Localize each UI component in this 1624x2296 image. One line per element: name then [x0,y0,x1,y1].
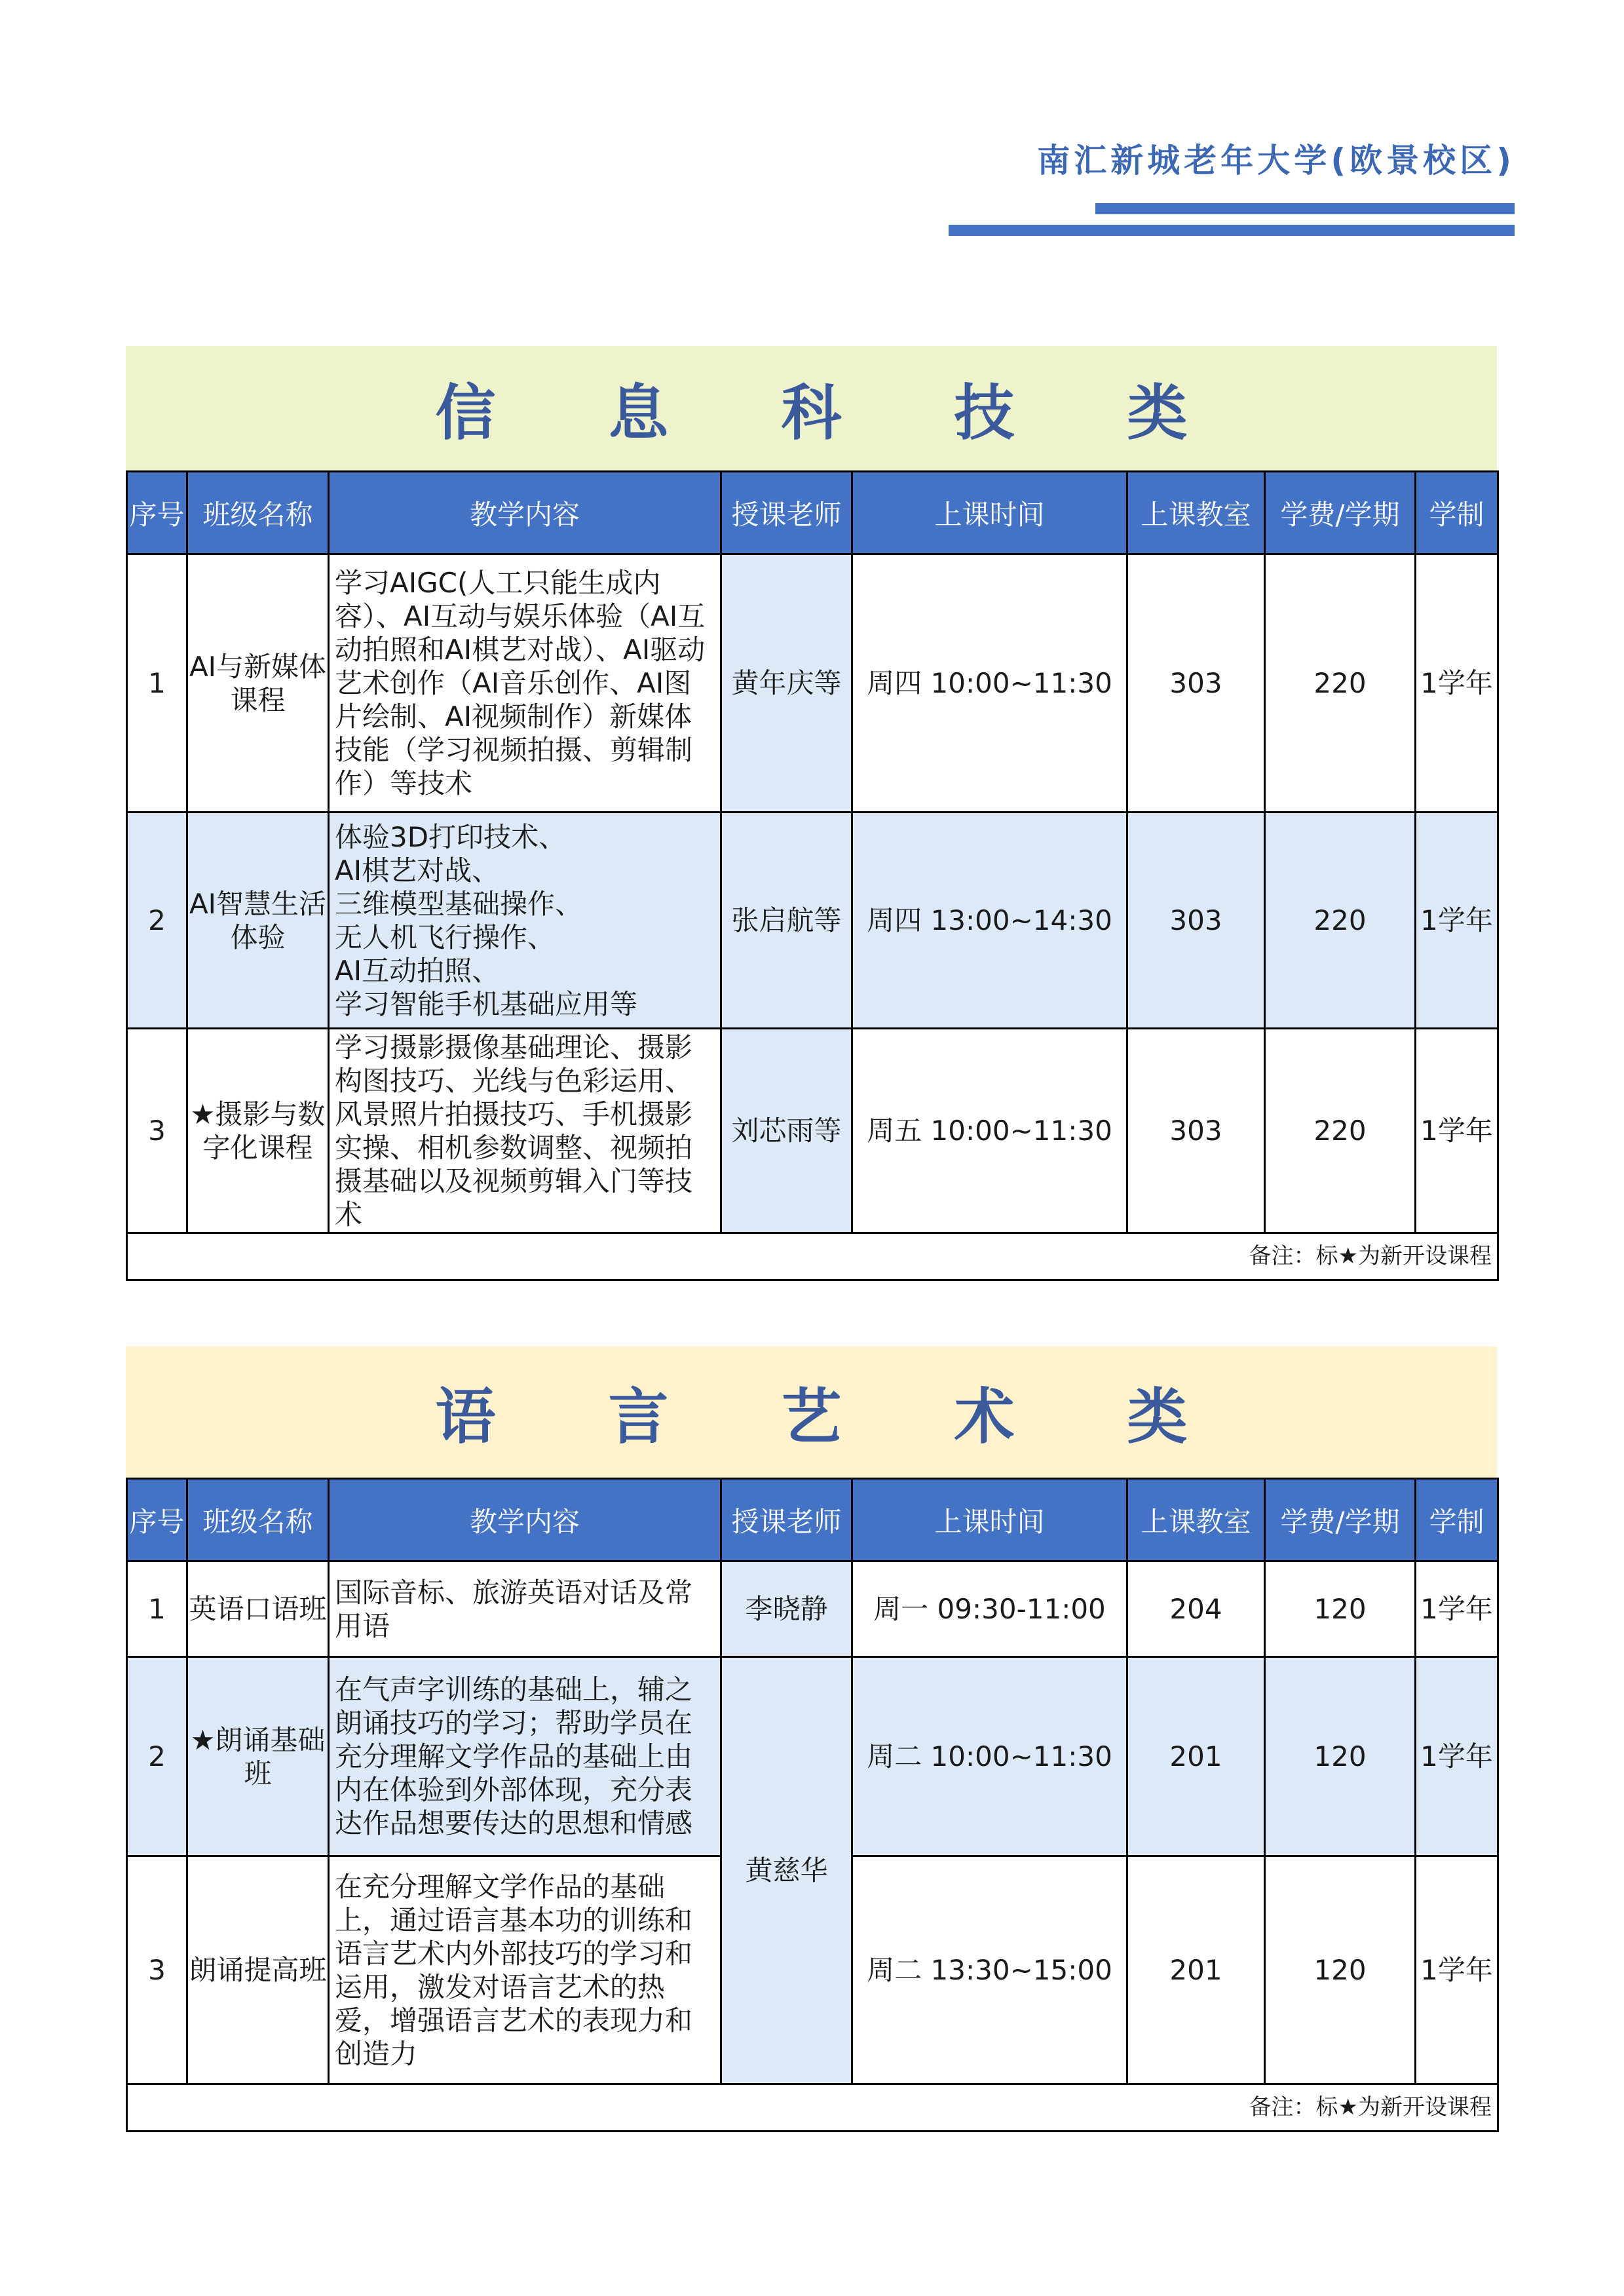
table-note: 备注：标★为新开设课程 [127,2084,1498,2132]
table-note-row [127,2084,1498,2132]
cell-content: 体验3D打印技术、 AI棋艺对战、 三维模型基础操作、 无人机飞行操作、 AI互动拍照、 学习智能手机基础应用等 [329,813,721,1029]
cell-content: 在充分理解文学作品的基础上，通过语言基本功的训练和语言艺术内外部技巧的学习和运用，激发对语言艺术的热爱，增强语言艺术的表现力和创造力 [329,1856,721,2084]
cell-content: 学习AIGC(人工只能生成内容）、AI互动与娱乐体验（AI互动拍照和AI棋艺对战）、AI驱动艺术创作（AI音乐创作、AI图片绘制、AI视频制作）新媒体技能（学习视频拍摄、剪辑制作）等技术 [329,554,721,813]
cell-fee: 120 [1265,1856,1416,2084]
cell-time: 周二 10:00~11:30 [852,1657,1127,1856]
col-header-term: 学制 [1416,472,1498,554]
cell-room: 303 [1127,554,1265,813]
col-header-teacher: 授课老师 [721,1479,852,1561]
table-row [127,1561,1498,1657]
cell-no: 2 [127,1657,187,1856]
cell-no: 3 [127,1856,187,2084]
course-table-language-art [126,1478,1499,2132]
col-header-fee: 学费/学期 [1265,1479,1416,1561]
col-header-teacher: 授课老师 [721,472,852,554]
cell-fee: 220 [1265,554,1416,813]
cell-time: 周四 13:00~14:30 [852,813,1127,1029]
col-header-term: 学制 [1416,1479,1498,1561]
cell-content: 在气声字训练的基础上，辅之朗诵技巧的学习；帮助学员在充分理解文学作品的基础上由内在体验到外部体现，充分表达作品想要传达的思想和情感 [329,1657,721,1856]
cell-term: 1学年 [1416,1029,1498,1233]
table-note: 备注：标★为新开设课程 [127,1233,1498,1280]
cell-term: 1学年 [1416,1856,1498,2084]
header-bar-bottom [949,225,1515,236]
col-header-fee: 学费/学期 [1265,472,1416,554]
cell-room: 303 [1127,1029,1265,1233]
section-title-language-art: 语 言 艺 术 类 [126,1347,1497,1478]
cell-teacher: 刘芯雨等 [721,1029,852,1233]
cell-term: 1学年 [1416,1657,1498,1856]
col-header-content: 教学内容 [329,472,721,554]
col-header-class: 班级名称 [187,472,329,554]
cell-no: 1 [127,554,187,813]
cell-no: 1 [127,1561,187,1657]
cell-term: 1学年 [1416,1561,1498,1657]
cell-no: 3 [127,1029,187,1233]
col-header-class: 班级名称 [187,1479,329,1561]
cell-class-name: AI智慧生活 体验 [187,813,329,1029]
course-table-info-tech [126,470,1499,1281]
cell-room: 204 [1127,1561,1265,1657]
cell-time: 周二 13:30~15:00 [852,1856,1127,2084]
cell-no: 2 [127,813,187,1029]
table-header-row [127,1479,1498,1561]
cell-class-name: ★摄影与数字化课程 [187,1029,329,1233]
table-row [127,813,1498,1029]
school-name: 南汇新城老年大学(欧景校区) [1037,142,1515,180]
cell-room: 303 [1127,813,1265,1029]
cell-room: 201 [1127,1657,1265,1856]
table-row [127,554,1498,813]
col-header-room: 上课教室 [1127,472,1265,554]
cell-time: 周一 09:30-11:00 [852,1561,1127,1657]
table-row [127,1029,1498,1233]
col-header-no: 序号 [127,1479,187,1561]
table-row [127,1657,1498,1856]
col-header-content: 教学内容 [329,1479,721,1561]
section-title-info-tech: 信 息 科 技 类 [126,346,1497,470]
col-header-room: 上课教室 [1127,1479,1265,1561]
cell-teacher: 张启航等 [721,813,852,1029]
cell-teacher: 黄慈华 [721,1657,852,2084]
cell-class-name: AI与新媒体课程 [187,554,329,813]
cell-fee: 220 [1265,813,1416,1029]
cell-time: 周五 10:00~11:30 [852,1029,1127,1233]
cell-time: 周四 10:00~11:30 [852,554,1127,813]
cell-fee: 120 [1265,1657,1416,1856]
cell-class-name: ★朗诵基础班 [187,1657,329,1856]
table-note-row [127,1233,1498,1280]
cell-class-name: 英语口语班 [187,1561,329,1657]
cell-fee: 120 [1265,1561,1416,1657]
cell-room: 201 [1127,1856,1265,2084]
cell-term: 1学年 [1416,554,1498,813]
table-header-row [127,472,1498,554]
cell-teacher: 李晓静 [721,1561,852,1657]
cell-term: 1学年 [1416,813,1498,1029]
cell-fee: 220 [1265,1029,1416,1233]
cell-class-name: 朗诵提高班 [187,1856,329,2084]
cell-content: 学习摄影摄像基础理论、摄影构图技巧、光线与色彩运用、风景照片拍摄技巧、手机摄影实操、相机参数调整、视频拍摄基础以及视频剪辑入门等技术 [329,1029,721,1233]
cell-content: 国际音标、旅游英语对话及常用语 [329,1561,721,1657]
cell-teacher: 黄年庆等 [721,554,852,813]
col-header-time: 上课时间 [852,472,1127,554]
header-bar-top [1095,203,1515,214]
col-header-time: 上课时间 [852,1479,1127,1561]
col-header-no: 序号 [127,472,187,554]
